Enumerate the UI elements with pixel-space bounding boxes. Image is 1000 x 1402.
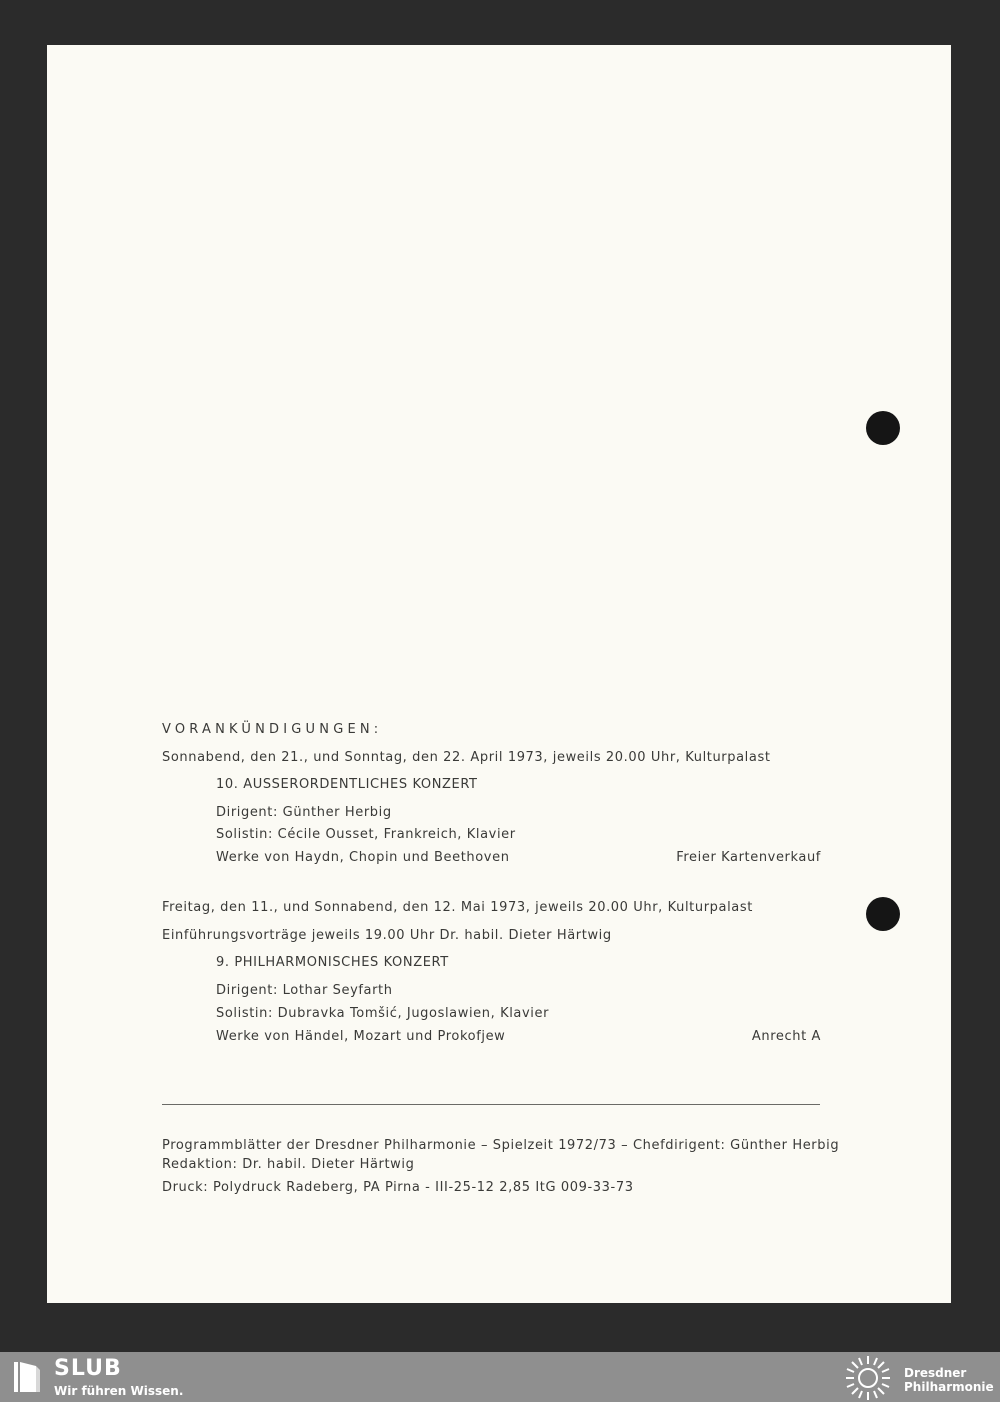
concert2-title: 9. PHILHARMONISCHES KONZERT xyxy=(216,955,449,970)
punch-hole-bottom xyxy=(866,897,900,931)
imprint-line-2: Redaktion: Dr. habil. Dieter Härtwig xyxy=(162,1157,415,1172)
philharmonie-name-line-2: Philharmonie xyxy=(904,1380,994,1394)
concert1-title: 10. AUSSERORDENTLICHES KONZERT xyxy=(216,777,478,792)
divider-rule xyxy=(162,1104,820,1105)
viewer-footer xyxy=(0,1352,1000,1402)
concert2-intro-line: Einführungsvorträge jeweils 19.00 Uhr Dr. habil. Dieter Härtwig xyxy=(162,928,612,943)
slub-name: SLUB xyxy=(54,1356,122,1381)
concert2-works: Werke von Händel, Mozart und Prokofjew xyxy=(216,1029,506,1044)
philharmonie-logo-icon xyxy=(842,1354,894,1402)
concert1-ticket-note: Freier Kartenverkauf xyxy=(676,850,821,865)
concert2-ticket-note: Anrecht A xyxy=(751,1029,821,1044)
concert1-soloist: Solistin: Cécile Ousset, Frankreich, Klavier xyxy=(216,827,516,842)
concert2-conductor: Dirigent: Lothar Seyfarth xyxy=(216,983,393,998)
philharmonie-name-line-1: Dresdner xyxy=(904,1366,967,1380)
imprint-line-1: Programmblätter der Dresdner Philharmonie – Spielzeit 1972/73 – Chefdirigent: Günther Herbig xyxy=(162,1138,840,1153)
concert1-works: Werke von Haydn, Chopin und Beethoven xyxy=(216,850,510,865)
concert2-date-line: Freitag, den 11., und Sonnabend, den 12. Mai 1973, jeweils 20.00 Uhr, Kulturpalast xyxy=(162,900,753,915)
concert1-conductor: Dirigent: Günther Herbig xyxy=(216,805,392,820)
program-sheet xyxy=(47,45,951,1303)
announcements-heading: VORANKÜNDIGUNGEN: xyxy=(162,722,383,737)
slub-logo-icon xyxy=(12,1358,42,1396)
slub-tagline: Wir führen Wissen. xyxy=(54,1384,184,1398)
concert2-soloist: Solistin: Dubravka Tomšić, Jugoslawien, Klavier xyxy=(216,1006,550,1021)
imprint-line-3: Druck: Polydruck Radeberg, PA Pirna - III-25-12 2,85 ItG 009-33-73 xyxy=(162,1180,634,1195)
punch-hole-top xyxy=(866,411,900,445)
concert1-date-line: Sonnabend, den 21., und Sonntag, den 22. April 1973, jeweils 20.00 Uhr, Kulturpalast xyxy=(162,750,771,765)
